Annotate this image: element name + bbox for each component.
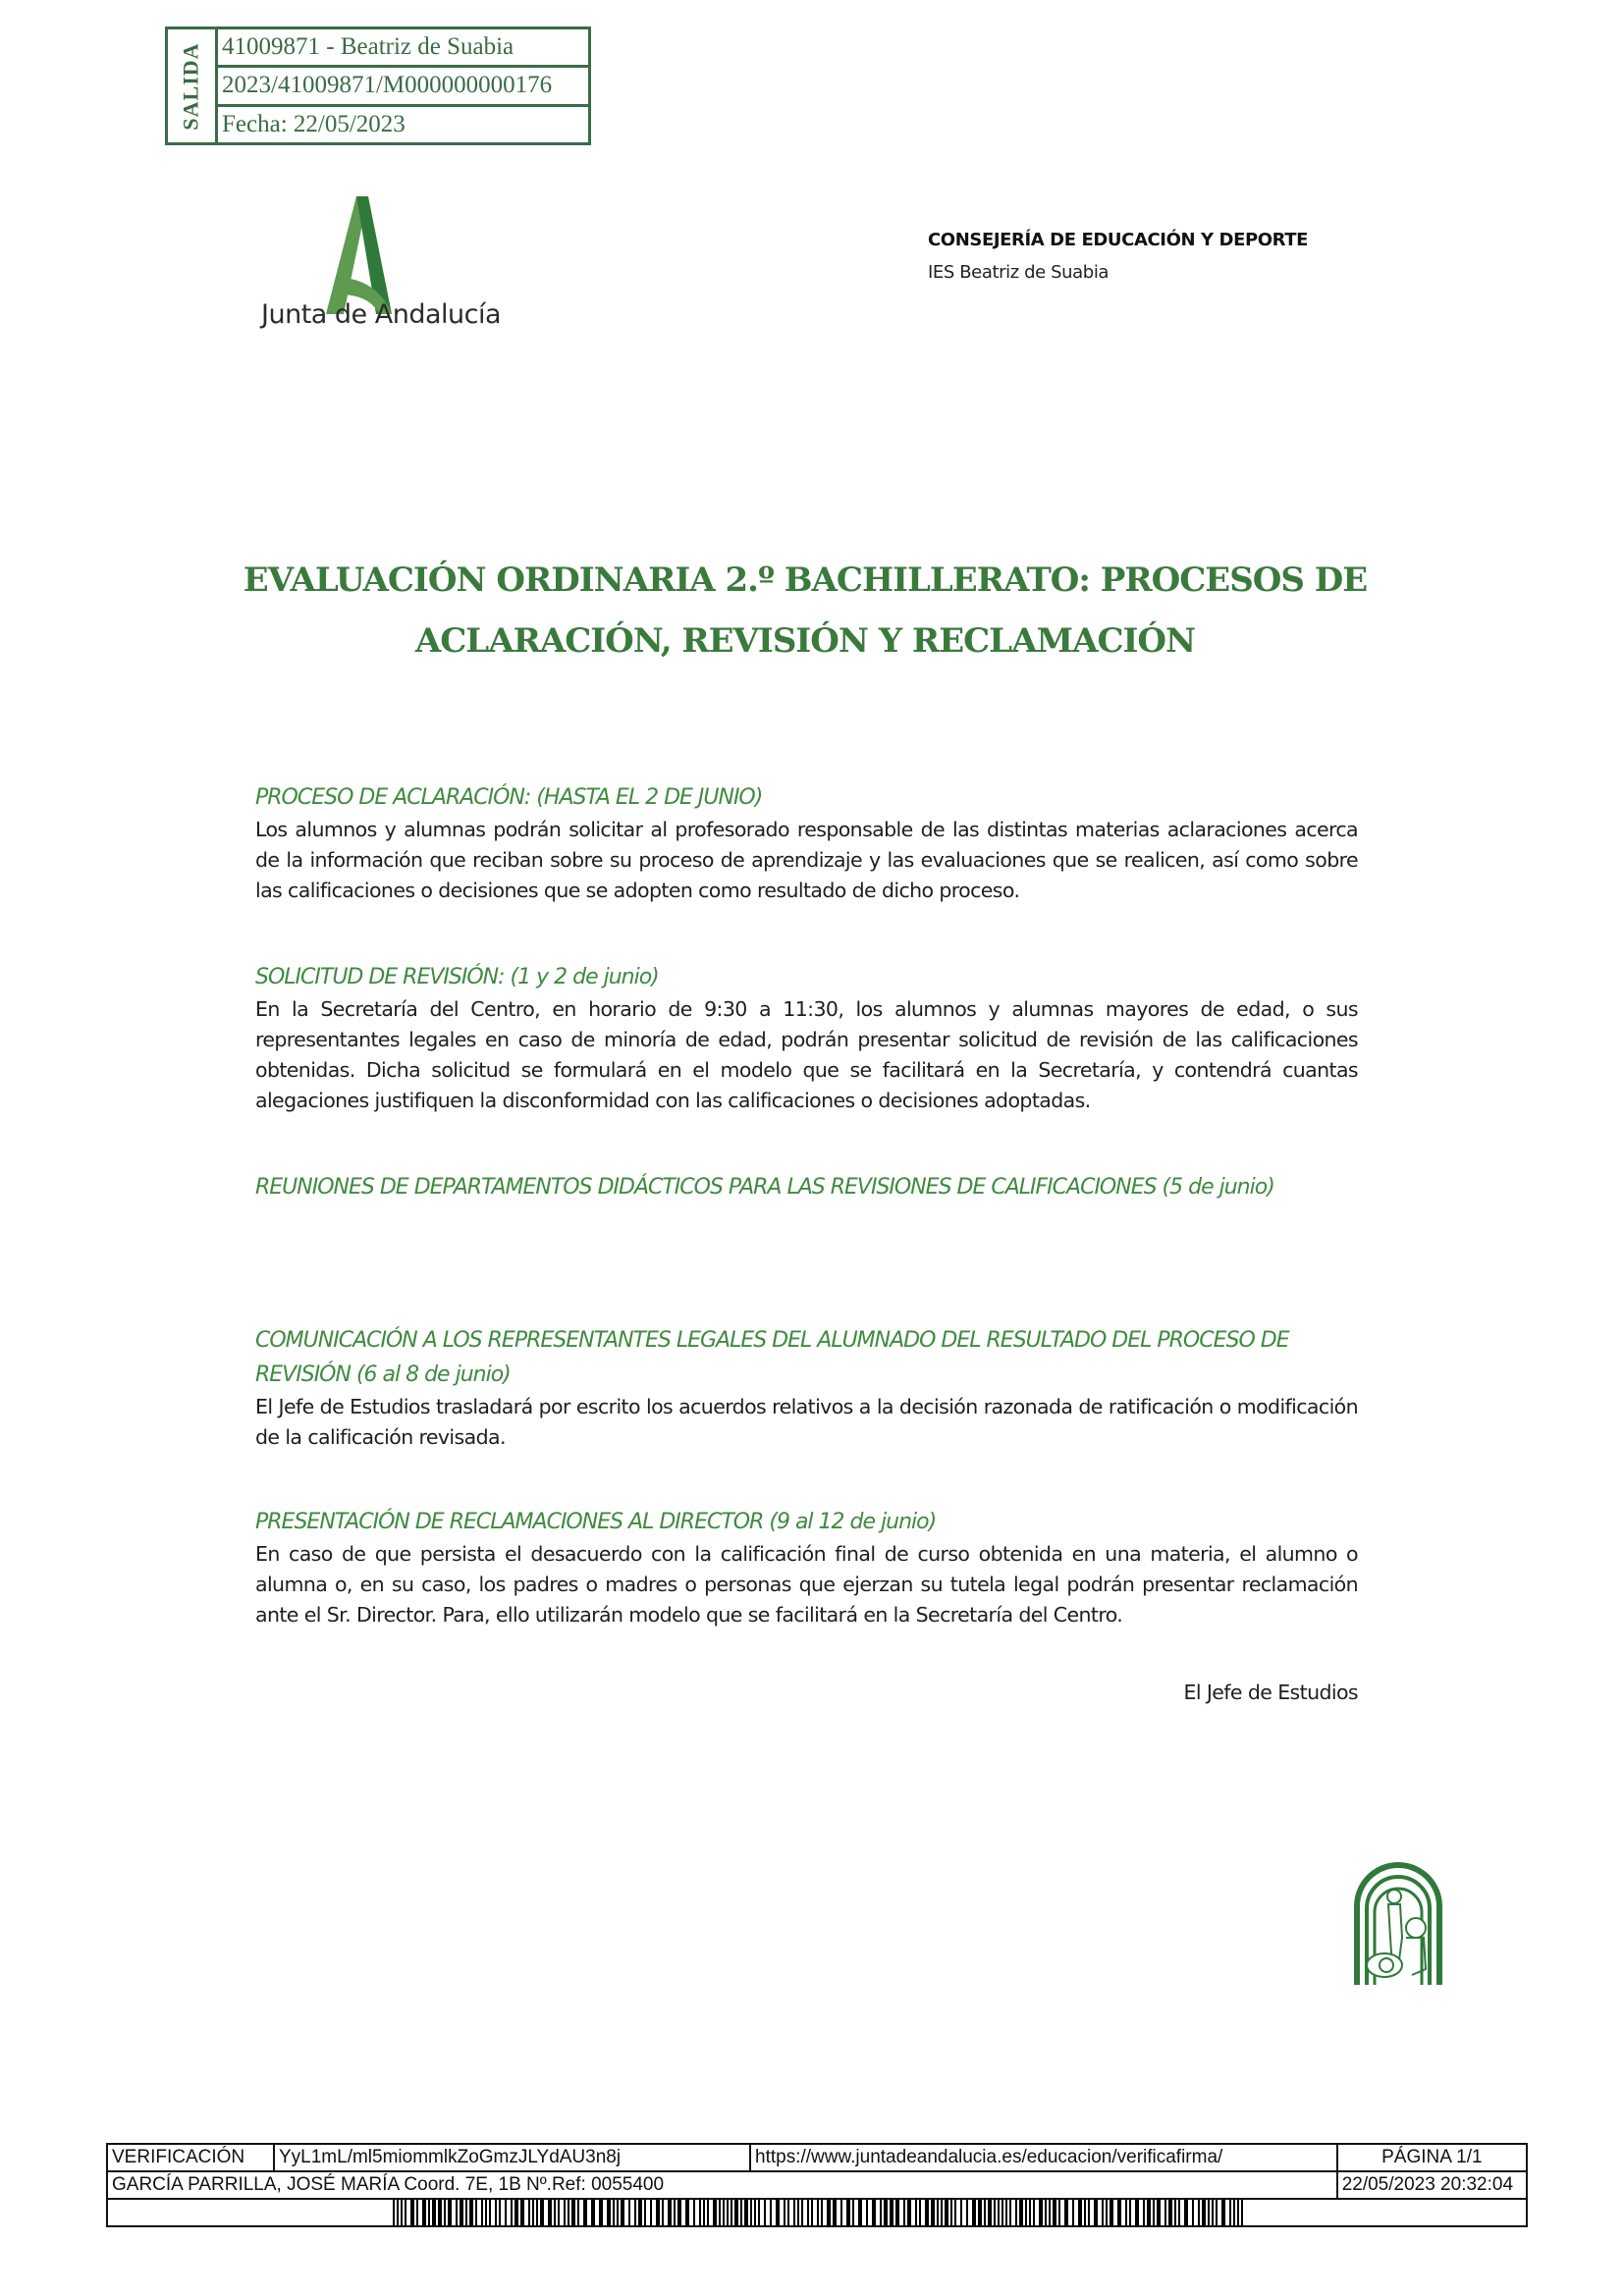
barcode-bar [401, 2200, 403, 2225]
barcode-bar [489, 2200, 491, 2225]
barcode-bar [397, 2200, 399, 2225]
barcode-bar [1084, 2200, 1086, 2225]
barcode-bar [422, 2200, 426, 2225]
barcode-bar [568, 2200, 569, 2225]
barcode-bar [811, 2200, 813, 2225]
barcode-bar [972, 2200, 976, 2225]
barcode-bar [475, 2200, 477, 2225]
stamp-rows [218, 29, 588, 142]
barcode-bar [1233, 2200, 1235, 2225]
stamp-registry-number: 2023/41009871/M000000000176 [218, 65, 588, 103]
barcode-bar [554, 2200, 556, 2225]
barcode-bar [754, 2200, 756, 2225]
barcode-bar [393, 2200, 395, 2225]
barcode-bar [833, 2200, 837, 2225]
barcode-bar [784, 2200, 785, 2225]
barcode-bar [481, 2200, 483, 2225]
barcode-bar [866, 2200, 868, 2225]
barcode-bar [499, 2200, 501, 2225]
barcode-bar [846, 2200, 850, 2225]
barcode-bar [1157, 2200, 1161, 2225]
barcode-bar [1106, 2200, 1108, 2225]
barcode-bar [1025, 2200, 1027, 2225]
barcode-bar [950, 2200, 952, 2225]
department-name: CONSEJERÍA DE EDUCACIÓN Y DEPORTE [928, 230, 1309, 250]
barcode-bar [460, 2200, 463, 2225]
barcode-bar [1001, 2200, 1003, 2225]
footer-row-barcode [107, 2199, 1527, 2226]
barcode-bar [428, 2200, 430, 2225]
barcode-bar [638, 2200, 642, 2225]
barcode-bar [1212, 2200, 1214, 2225]
barcode-bar [1102, 2200, 1104, 2225]
barcode-bar [1117, 2200, 1121, 2225]
barcode-bar [954, 2200, 956, 2225]
verification-label: VERIFICACIÓN [107, 2144, 274, 2171]
barcode-bar [770, 2200, 772, 2225]
barcode-bar [703, 2200, 705, 2225]
footer-row-verification [107, 2144, 1527, 2171]
barcode-bar [1202, 2200, 1206, 2225]
andalucia-emblem-icon [1353, 1859, 1443, 1987]
barcode-bar [713, 2200, 717, 2225]
verification-url-link[interactable]: https://www.juntadeandalucia.es/educacion/verificafirma/ [750, 2144, 1337, 2171]
barcode-bar [613, 2200, 615, 2225]
barcode-bar [1094, 2200, 1098, 2225]
barcode-bar [998, 2200, 1000, 2225]
section-body-claims: En caso de que persista el desacuerdo con la calificación final de curso obtenida en una materia, el alumno o alumna o, en su caso, los padres o madres o personas que ejerzan su tutela legal podrán presentar reclamación ante el Sr. Director. Para, ello utilizarán modelo que se facilitará en la Secretaría del Centro. [255, 1542, 1358, 1627]
barcode-bar [937, 2200, 939, 2225]
barcode-bar [1178, 2200, 1180, 2225]
barcode-bar [1049, 2200, 1051, 2225]
barcode-bar [1221, 2200, 1225, 2225]
school-name: IES Beatriz de Suabia [928, 262, 1110, 283]
barcode-bar [583, 2200, 587, 2225]
barcode-bar [693, 2200, 695, 2225]
barcode-bar [511, 2200, 513, 2225]
barcode-bar [1168, 2200, 1172, 2225]
barcode-bar [644, 2200, 646, 2225]
stamp-date: Fecha: 22/05/2023 [218, 104, 588, 142]
barcode-bar [915, 2200, 917, 2225]
barcode-bar [1033, 2200, 1035, 2225]
barcode-bar [1110, 2200, 1113, 2225]
barcode-bar [1053, 2200, 1056, 2225]
barcode-bar [994, 2200, 996, 2225]
barcode-bar [734, 2200, 738, 2225]
barcode-bar [1229, 2200, 1231, 2225]
signer-info: GARCÍA PARRILLA, JOSÉ MARÍA Coord. 7E, 1B Nº.Ref: 0055400 [107, 2171, 1337, 2199]
barcode-bar [907, 2200, 911, 2225]
barcode-bar [740, 2200, 742, 2225]
barcode-bar [444, 2200, 446, 2225]
barcode-bar [723, 2200, 725, 2225]
barcode-cell [107, 2199, 1527, 2226]
footer-row-signer [107, 2171, 1527, 2199]
barcode-bar [514, 2200, 518, 2225]
page-indicator: PÁGINA 1/1 [1337, 2144, 1527, 2171]
barcode-bar [469, 2200, 473, 2225]
title-line-1: EVALUACIÓN ORDINARIA 2.º BACHILLERATO: PROCESOS DE [243, 561, 1368, 600]
section-heading-department-meetings: REUNIONES DE DEPARTAMENTOS DIDÁCTICOS PARA LAS REVISIONES DE CALIFICACIONES (5 de junio) [255, 1175, 1274, 1200]
barcode-bar [764, 2200, 766, 2225]
barcode-bar [416, 2200, 418, 2225]
barcode-bar [465, 2200, 467, 2225]
barcode-bar [817, 2200, 819, 2225]
barcode-bar [558, 2200, 560, 2225]
section-heading-clarification: PROCESO DE ACLARACIÓN: (HASTA EL 2 DE JUNIO) [255, 785, 763, 810]
barcode-bar [1198, 2200, 1200, 2225]
barcode-bar [540, 2200, 544, 2225]
barcode-bar [787, 2200, 789, 2225]
page-title [196, 550, 1414, 671]
barcode-bar [978, 2200, 982, 2225]
barcode-bar [607, 2200, 611, 2225]
barcode-bar [628, 2200, 630, 2225]
barcode-bar [1153, 2200, 1155, 2225]
barcode-bar [1015, 2200, 1017, 2225]
barcode-bar [1237, 2200, 1239, 2225]
barcode-bar [880, 2200, 882, 2225]
barcode-bar [650, 2200, 652, 2225]
barcode-bar [674, 2200, 676, 2225]
barcode-bar [1088, 2200, 1090, 2225]
barcode-bar [758, 2200, 760, 2225]
barcode-bar [456, 2200, 458, 2225]
barcode-bar [744, 2200, 748, 2225]
barcode-bar [776, 2200, 780, 2225]
signature: El Jefe de Estudios [1183, 1681, 1358, 1704]
section-body-communication: El Jefe de Estudios trasladará por escrito los acuerdos relativos a la decisión razonada de ratificación o modificación de la calificación revisada. [255, 1395, 1358, 1449]
verification-code: YyL1mL/ml5miommlkZoGmzJLYdAU3n8j [274, 2144, 750, 2171]
barcode-bar [662, 2200, 664, 2225]
barcode-bar [941, 2200, 943, 2225]
barcode-bar [793, 2200, 795, 2225]
stamp-center: 41009871 - Beatriz de Suabia [222, 33, 514, 60]
barcode-bar [966, 2200, 968, 2225]
stamp-label: SALIDA [179, 41, 204, 131]
barcode-bar [677, 2200, 681, 2225]
barcode-bar [536, 2200, 538, 2225]
barcode-bar [591, 2200, 595, 2225]
barcode-bar [699, 2200, 701, 2225]
barcode-bar [1064, 2200, 1068, 2225]
barcode-bar [410, 2200, 414, 2225]
barcode-bar [548, 2200, 552, 2225]
barcode-bar [984, 2200, 986, 2225]
barcode-bar [1125, 2200, 1127, 2225]
barcode-bar [925, 2200, 929, 2225]
barcode-bar [1192, 2200, 1194, 2225]
barcode-bar [827, 2200, 831, 2225]
stamp-side [168, 29, 218, 142]
barcode-bar [1045, 2200, 1047, 2225]
barcode-bar [1143, 2200, 1145, 2225]
barcode-bar [797, 2200, 799, 2225]
barcode-bar [821, 2200, 823, 2225]
barcode-bar [438, 2200, 442, 2225]
barcode-bar [852, 2200, 854, 2225]
barcode-bar [577, 2200, 579, 2225]
barcode-bar [1029, 2200, 1031, 2225]
barcode-bar [707, 2200, 709, 2225]
barcode-bar [668, 2200, 672, 2225]
barcode-bar [884, 2200, 888, 2225]
barcode-bar [807, 2200, 809, 2225]
barcode-bar [617, 2200, 619, 2225]
barcode-bar [1005, 2200, 1007, 2225]
barcode-bar [634, 2200, 636, 2225]
barcode-bar [564, 2200, 566, 2225]
barcode-bar [960, 2200, 962, 2225]
barcode-bar [505, 2200, 507, 2225]
barcode-bar [656, 2200, 660, 2225]
barcode-bar [621, 2200, 624, 2225]
barcode-bar [895, 2200, 899, 2225]
barcode-bar [1019, 2200, 1023, 2225]
barcode-bar [727, 2200, 729, 2225]
barcode-bar [988, 2200, 992, 2225]
barcode-bar [448, 2200, 452, 2225]
barcode-bar [528, 2200, 530, 2225]
barcode-bar [931, 2200, 935, 2225]
title-line-2: ACLARACIÓN, REVISIÓN Y RECLAMACIÓN [414, 621, 1196, 661]
barcode-bar [685, 2200, 689, 2225]
barcode-bar [945, 2200, 948, 2225]
section-heading-claims: PRESENTACIÓN DE RECLAMACIONES AL DIRECTOR (9 al 12 de junio) [255, 1510, 937, 1534]
barcode-bar [520, 2200, 524, 2225]
barcode-bar [1058, 2200, 1060, 2225]
barcode-bar [750, 2200, 752, 2225]
barcode-bar [1009, 2200, 1011, 2225]
barcode-bar [1072, 2200, 1074, 2225]
barcode-bar [1039, 2200, 1043, 2225]
barcode-bar [1135, 2200, 1139, 2225]
signature-timestamp: 22/05/2023 20:32:04 [1337, 2171, 1527, 2199]
section-heading-review-request: SOLICITUD DE REVISIÓN: (1 y 2 de junio) [255, 965, 659, 989]
barcode-bar [890, 2200, 893, 2225]
verification-footer [106, 2143, 1528, 2227]
barcode-bar [485, 2200, 487, 2225]
barcode-bar [432, 2200, 436, 2225]
logo-text: Junta de Andalucía [261, 299, 502, 330]
barcode-bar [840, 2200, 842, 2225]
barcode-bar [1164, 2200, 1166, 2225]
section-heading-communication: COMUNICACIÓN A LOS REPRESENTANTES LEGALES DEL ALUMNADO DEL RESULTADO DEL PROCESO DE REVISIÓN (6 al 8 de junio) [255, 1328, 1289, 1387]
barcode-bar [1184, 2200, 1188, 2225]
barcode-icon [108, 2200, 1526, 2225]
barcode-bar [1174, 2200, 1176, 2225]
barcode-bar [719, 2200, 721, 2225]
section-body-review-request: En la Secretaría del Centro, en horario de 9:30 a 11:30, los alumnos y alumnas mayores de edad, o sus representantes legales en caso de minoría de edad, podrán presentar solicitud de revisión de las calificaciones obtenidas. Dicha solicitud se formulará en el modelo que se facilitará en la Secretaría, y contendrá cuantas alegaciones justifiquen la disconformidad con las calificaciones o decisiones adoptadas. [255, 997, 1358, 1112]
barcode-bar [495, 2200, 497, 2225]
barcode-bar [903, 2200, 905, 2225]
barcode-bar [405, 2200, 406, 2225]
section-body-clarification: Los alumnos y alumnas podrán solicitar al profesorado responsable de las distintas materias aclaraciones acerca de la información que reciban sobre su proceso de aprendizaje y las evaluaciones que se realicen, así como sobre las calificaciones o decisiones que se adopten como resultado de dicho proceso. [255, 818, 1358, 902]
barcode-bar [1129, 2200, 1131, 2225]
barcode-bar [1208, 2200, 1210, 2225]
barcode-bar [919, 2200, 921, 2225]
barcode-bar [801, 2200, 803, 2225]
barcode-bar [858, 2200, 862, 2225]
barcode-bar [872, 2200, 876, 2225]
barcode-bar [731, 2200, 732, 2225]
barcode-bar [571, 2200, 575, 2225]
barcode-bar [1241, 2200, 1243, 2225]
barcode-bar [599, 2200, 603, 2225]
registry-stamp [165, 27, 591, 145]
barcode-bar [1216, 2200, 1218, 2225]
barcode-bar [1147, 2200, 1151, 2225]
barcode-bar [532, 2200, 534, 2225]
barcode-bar [1078, 2200, 1082, 2225]
